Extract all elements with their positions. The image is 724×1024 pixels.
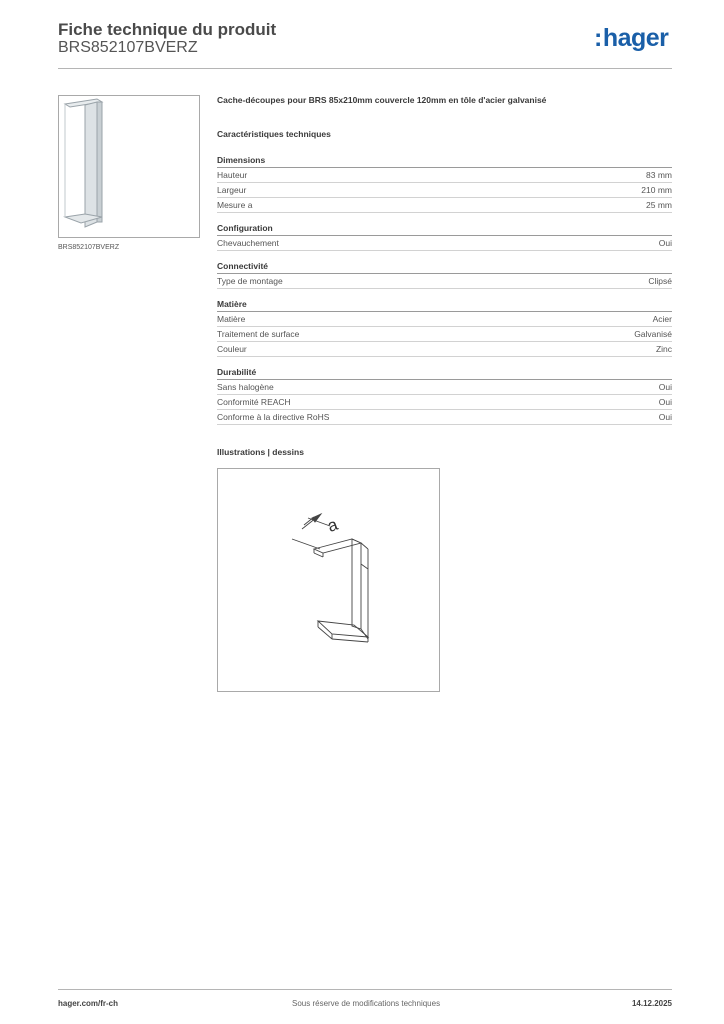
spec-section-dimensions xyxy=(217,155,672,213)
row-label: Matière xyxy=(217,314,246,324)
row-label: Chevauchement xyxy=(217,238,279,248)
row-value: Galvanisé xyxy=(634,329,672,339)
product-description: Cache-découpes pour BRS 85x210mm couvercle 120mm en tôle d'acier galvanisé xyxy=(217,95,547,105)
row-value: Oui xyxy=(658,412,672,422)
technical-drawing xyxy=(217,468,440,692)
section-title: Matière xyxy=(217,299,672,312)
product-image xyxy=(58,95,200,238)
section-title: Dimensions xyxy=(217,155,672,168)
footer-notice: Sous réserve de modifications techniques xyxy=(292,999,441,1008)
section-title: Configuration xyxy=(217,223,672,236)
logo-text: hager xyxy=(602,24,669,52)
row-value: Clipsé xyxy=(648,276,672,286)
row-label: Traitement de surface xyxy=(217,329,300,339)
table-row xyxy=(217,342,672,357)
row-value: 25 mm xyxy=(646,200,672,210)
section-title: Durabilité xyxy=(217,367,672,380)
page-title: Fiche technique du produit xyxy=(58,20,277,39)
dimension-label: a xyxy=(324,514,341,536)
row-label: Hauteur xyxy=(217,170,248,180)
spec-section-configuration xyxy=(217,223,672,251)
row-value: Acier xyxy=(652,314,672,324)
table-row xyxy=(217,410,672,425)
specs-heading: Caractéristiques techniques xyxy=(217,129,331,139)
product-reference: BRS852107BVERZ xyxy=(58,39,198,56)
row-value: Oui xyxy=(658,238,672,248)
table-row xyxy=(217,198,672,213)
row-label: Conforme à la directive RoHS xyxy=(217,412,330,422)
spec-section-durability xyxy=(217,367,672,425)
footer-date: 14.12.2025 xyxy=(631,999,672,1008)
table-row xyxy=(217,312,672,327)
row-value: Zinc xyxy=(655,344,672,354)
logo-colon-icon: : xyxy=(594,24,602,52)
spec-section-connectivity xyxy=(217,261,672,289)
row-value: 83 mm xyxy=(646,170,672,180)
row-label: Conformité REACH xyxy=(217,397,291,407)
header-divider xyxy=(58,68,672,69)
row-value: 210 mm xyxy=(641,185,672,195)
row-label: Couleur xyxy=(217,344,247,354)
row-label: Largeur xyxy=(217,185,247,195)
section-title: Connectivité xyxy=(217,261,672,274)
table-row xyxy=(217,327,672,342)
row-label: Sans halogène xyxy=(217,382,274,392)
spec-section-material xyxy=(217,299,672,357)
table-row xyxy=(217,274,672,289)
hager-logo[interactable] xyxy=(594,24,668,53)
footer-website-link[interactable]: hager.com/fr-ch xyxy=(58,999,119,1008)
cover-product-icon xyxy=(59,96,199,237)
spec-panel xyxy=(217,95,672,457)
row-label: Type de montage xyxy=(217,276,283,286)
footer-divider xyxy=(58,989,672,990)
product-image-caption: BRS852107BVERZ xyxy=(58,244,120,251)
table-row xyxy=(217,183,672,198)
table-row xyxy=(217,236,672,251)
row-value: Oui xyxy=(658,382,672,392)
table-row xyxy=(217,395,672,410)
table-row xyxy=(217,380,672,395)
illustrations-heading: Illustrations | dessins xyxy=(217,447,304,457)
row-label: Mesure a xyxy=(217,200,253,210)
table-row xyxy=(217,168,672,183)
row-value: Oui xyxy=(658,397,672,407)
dimension-drawing-icon xyxy=(218,469,439,691)
